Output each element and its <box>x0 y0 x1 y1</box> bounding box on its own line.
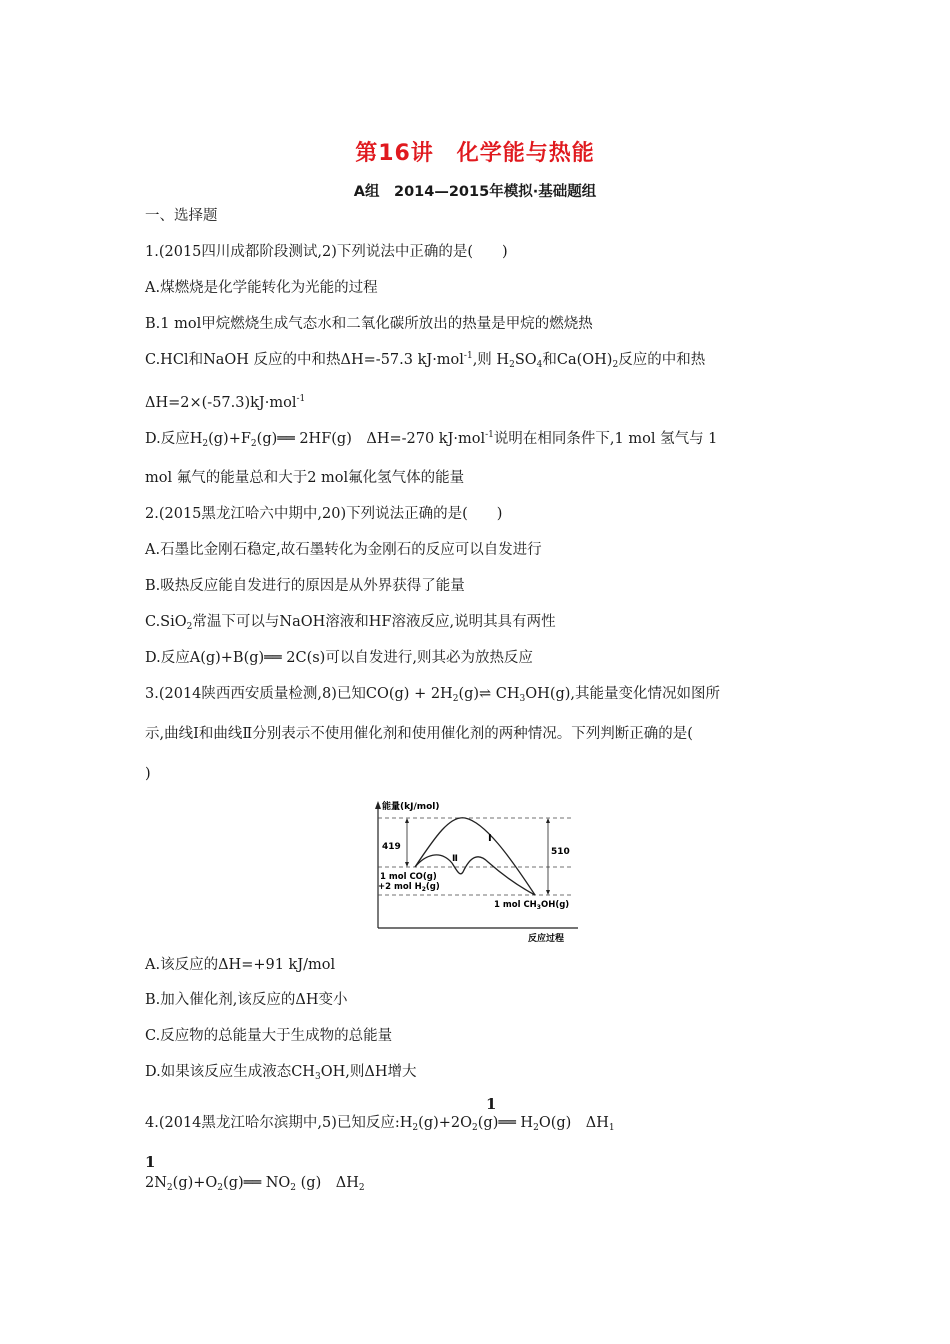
y-axis-arrow <box>375 801 381 809</box>
curve-i-label: Ⅰ <box>488 833 492 844</box>
q4-half-numerator-2: 1 <box>145 1153 156 1171</box>
q1-option-c[interactable]: C.HCl和NaOH 反应的中和热ΔH=-57.3 kJ·mol$^{-1}$,则 $H_2SO_4$和$Ca(OH)_2$反应的中和热 <box>145 351 706 370</box>
y-axis-label: 能量(kJ/mol) <box>382 802 440 812</box>
q2-option-d[interactable]: D.反应A(g)+B(g)══ 2C(s)可以自发进行,则其必为放热反应 <box>145 650 533 666</box>
q1-option-d[interactable]: D.反应$H_2(g)+F_2(g)══$ 2HF(g) ΔH=-270 kJ·mol$^{-1}$说明在相同条件下,1 mol 氢气与 1 <box>145 430 718 449</box>
q4-stem: 4.(2014黑龙江哈尔滨期中,5)已知反应$:H_2(g)+2O_2(g)══$ $H_2O(g)$ $\Delta H_1$ <box>145 1115 615 1133</box>
q3-stem-cont: 示,曲线Ⅰ和曲线Ⅱ分别表示不使用催化剂和使用催化剂的两种情况。下列判断正确的是( <box>145 726 693 742</box>
q1-option-a[interactable]: A.煤燃烧是化学能转化为光能的过程 <box>145 280 378 296</box>
energy-diagram <box>360 797 590 945</box>
section-heading: 一、选择题 <box>145 208 218 224</box>
q1-option-d-cont: mol 氟气的能量总和大于2 mol氟化氢气体的能量 <box>145 470 465 486</box>
x-axis-label: 反应过程 <box>528 934 565 944</box>
q2-option-b[interactable]: B.吸热反应能自发进行的原因是从外界获得了能量 <box>145 578 465 594</box>
q1-stem: 1.(2015四川成都阶段测试,2)下列说法中正确的是( ) <box>145 244 508 260</box>
q2-stem: 2.(2015黑龙江哈六中期中,20)下列说法正确的是( ) <box>145 506 503 522</box>
reactant-label-2: +2 mol $H_2(g)$ <box>378 882 440 893</box>
q3-option-a[interactable]: A.该反应的ΔH=+91 kJ/mol <box>145 957 336 973</box>
curve-ii-label: Ⅱ <box>452 854 458 864</box>
dh-label: 510 <box>551 847 570 857</box>
q3-option-d[interactable]: D.如果该反应生成液态$CH_3OH$,则ΔH增大 <box>145 1064 417 1082</box>
ea-label: 419 <box>382 842 401 852</box>
q2-option-a[interactable]: A.石墨比金刚石稳定,故石墨转化为金刚石的反应可以自发进行 <box>145 542 542 558</box>
product-label: 1 mol $CH_3OH(g)$ <box>494 900 570 911</box>
q4-equation-2: $2N_2(g)+O_2(g)══$ $NO_2$ (g) $\Delta H_2$ <box>145 1175 365 1193</box>
page-title: 第16讲 化学能与热能 <box>355 141 595 166</box>
q3-option-b[interactable]: B.加入催化剂,该反应的ΔH变小 <box>145 992 348 1008</box>
q1-option-b[interactable]: B.1 mol甲烷燃烧生成气态水和二氧化碳所放出的热量是甲烷的燃烧热 <box>145 316 593 332</box>
q1-option-c-cont: ΔH=2×(-57.3)kJ·mol$^{-1}$ <box>145 394 306 411</box>
reactant-label-1: 1 mol CO(g) <box>380 872 437 882</box>
q2-option-c[interactable]: C.SiO$_2$常温下可以与NaOH溶液和HF溶液反应,说明其具有两性 <box>145 614 556 632</box>
q3-stem: 3.(2014陕西西安质量检测,8)已知$CO(g) + 2H_2(g)\rightleftharpoons$ $CH_3OH(g)$,其能量变化情况如图所 <box>145 686 721 704</box>
q4-half-numerator: 1 <box>486 1095 497 1113</box>
group-subtitle: A组 2014—2015年模拟·基础题组 <box>353 184 597 200</box>
q3-option-c[interactable]: C.反应物的总能量大于生成物的总能量 <box>145 1028 393 1044</box>
q3-stem-end: ) <box>145 766 151 782</box>
